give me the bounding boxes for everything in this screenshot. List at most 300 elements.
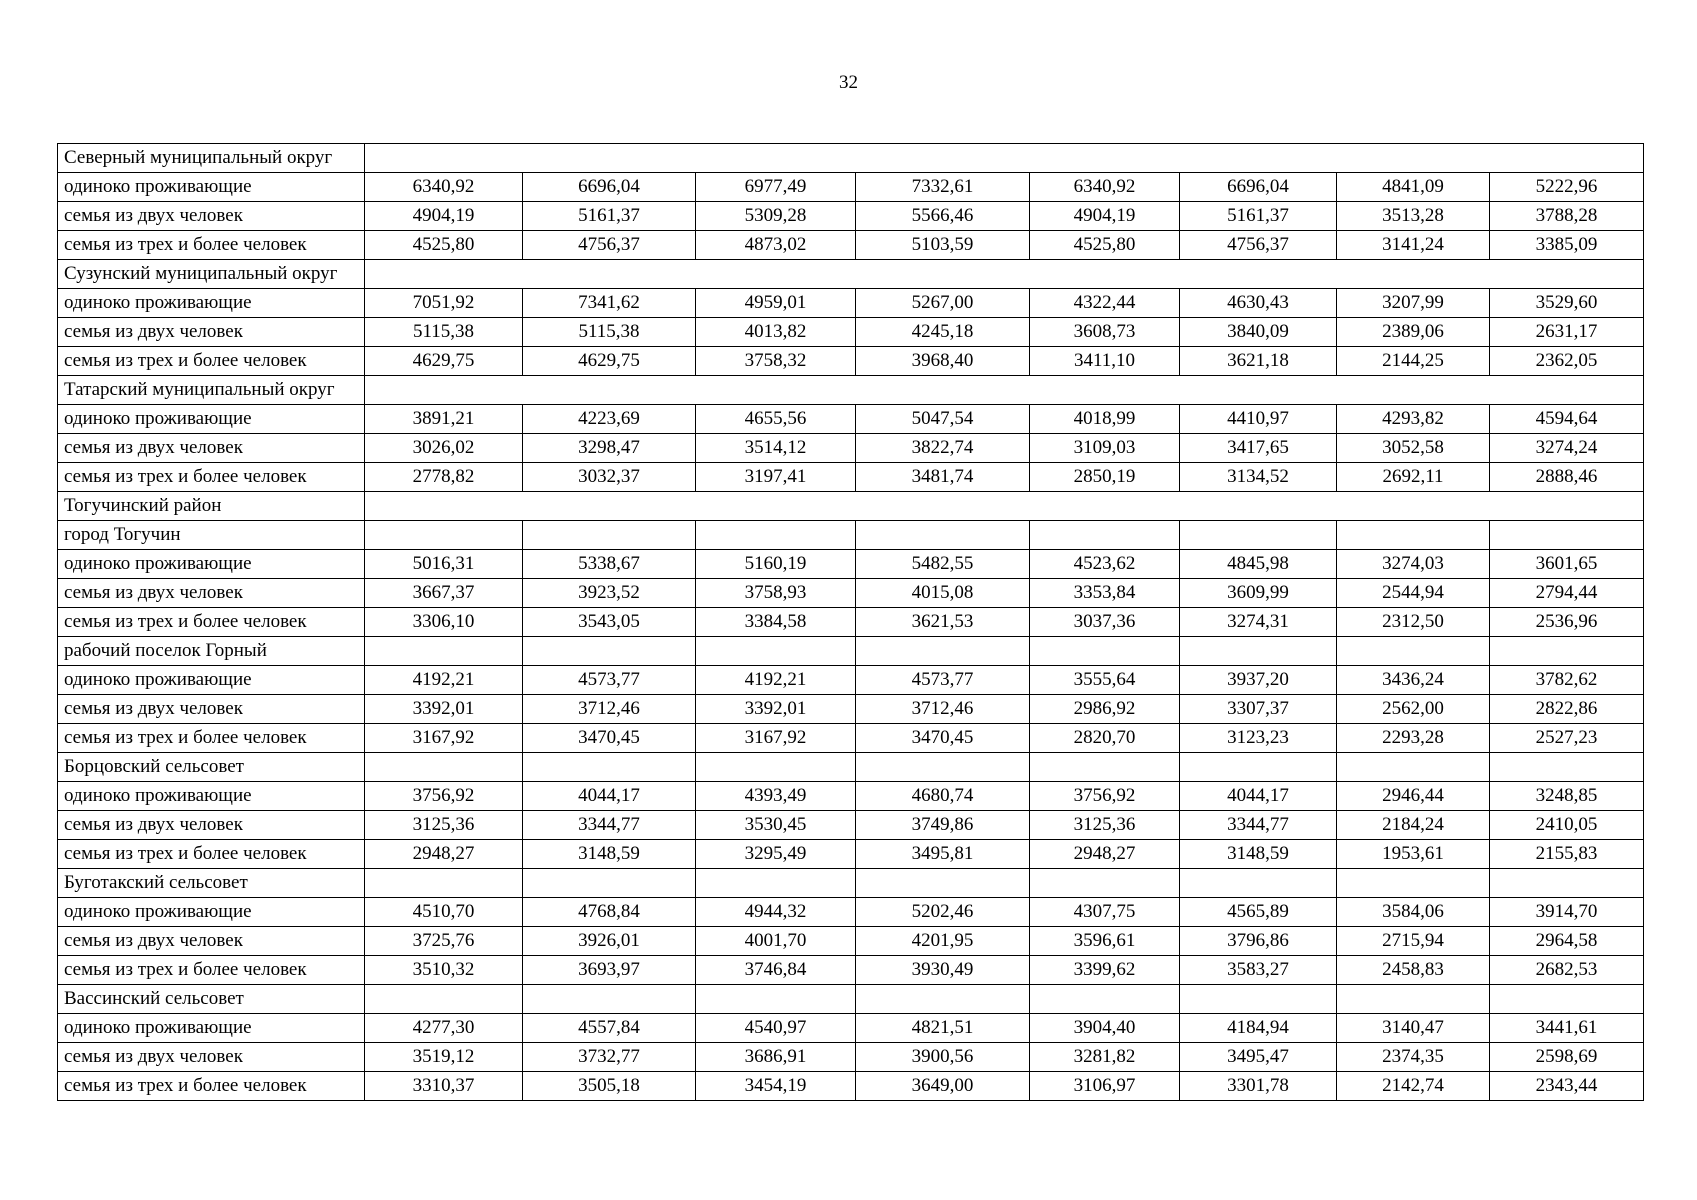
value-cell: 3937,20	[1180, 666, 1337, 695]
value-cell: 3032,37	[523, 463, 696, 492]
value-cell: 4277,30	[365, 1014, 523, 1043]
empty-cell	[696, 637, 856, 666]
value-cell: 3207,99	[1337, 289, 1490, 318]
table-row	[58, 231, 1644, 260]
value-cell: 2682,53	[1490, 956, 1644, 985]
row-label: семья из трех и более человек	[58, 724, 365, 753]
value-cell: 3788,28	[1490, 202, 1644, 231]
row-label: семья из двух человек	[58, 695, 365, 724]
empty-cell	[696, 869, 856, 898]
value-cell: 2820,70	[1030, 724, 1180, 753]
table-row	[58, 608, 1644, 637]
subsection-label: рабочий поселок Горный	[58, 637, 365, 666]
value-cell: 4841,09	[1337, 173, 1490, 202]
value-cell: 4573,77	[856, 666, 1030, 695]
value-cell: 2343,44	[1490, 1072, 1644, 1101]
value-cell: 3470,45	[523, 724, 696, 753]
table-row	[58, 405, 1644, 434]
value-cell: 3543,05	[523, 608, 696, 637]
value-cell: 4018,99	[1030, 405, 1180, 434]
value-cell: 4565,89	[1180, 898, 1337, 927]
subsection-label: Борцовский сельсовет	[58, 753, 365, 782]
value-cell: 4629,75	[365, 347, 523, 376]
table-row	[58, 1072, 1644, 1101]
row-label: семья из двух человек	[58, 927, 365, 956]
value-cell: 3900,56	[856, 1043, 1030, 1072]
empty-cell	[365, 753, 523, 782]
value-cell: 3310,37	[365, 1072, 523, 1101]
row-label: семья из трех и более человек	[58, 608, 365, 637]
empty-cell	[523, 753, 696, 782]
row-label: одиноко проживающие	[58, 405, 365, 434]
value-cell: 4410,97	[1180, 405, 1337, 434]
empty-cell	[696, 521, 856, 550]
value-cell: 4594,64	[1490, 405, 1644, 434]
value-cell: 4322,44	[1030, 289, 1180, 318]
table-row	[58, 579, 1644, 608]
empty-merged-cell	[365, 144, 1644, 173]
value-cell: 2144,25	[1337, 347, 1490, 376]
value-cell: 3248,85	[1490, 782, 1644, 811]
value-cell: 3891,21	[365, 405, 523, 434]
empty-cell	[1180, 753, 1337, 782]
value-cell: 2850,19	[1030, 463, 1180, 492]
subsection-label: Вассинский сельсовет	[58, 985, 365, 1014]
value-cell: 3417,65	[1180, 434, 1337, 463]
value-cell: 3505,18	[523, 1072, 696, 1101]
value-cell: 3167,92	[365, 724, 523, 753]
value-cell: 3392,01	[365, 695, 523, 724]
value-cell: 2631,17	[1490, 318, 1644, 347]
value-cell: 4944,32	[696, 898, 856, 927]
value-cell: 4768,84	[523, 898, 696, 927]
empty-cell	[1337, 869, 1490, 898]
value-cell: 3712,46	[856, 695, 1030, 724]
empty-cell	[365, 521, 523, 550]
subsection-label: Буготакский сельсовет	[58, 869, 365, 898]
row-label: одиноко проживающие	[58, 1014, 365, 1043]
table-row	[58, 695, 1644, 724]
value-cell: 3725,76	[365, 927, 523, 956]
empty-cell	[1490, 985, 1644, 1014]
table-row	[58, 434, 1644, 463]
value-cell: 3601,65	[1490, 550, 1644, 579]
value-cell: 3529,60	[1490, 289, 1644, 318]
value-cell: 2362,05	[1490, 347, 1644, 376]
section-header-row	[58, 376, 1644, 405]
empty-merged-cell	[365, 492, 1644, 521]
value-cell: 3274,31	[1180, 608, 1337, 637]
empty-cell	[856, 521, 1030, 550]
table-row	[58, 173, 1644, 202]
value-cell: 5202,46	[856, 898, 1030, 927]
value-cell: 2389,06	[1337, 318, 1490, 347]
empty-cell	[1030, 637, 1180, 666]
value-cell: 4680,74	[856, 782, 1030, 811]
table-row	[58, 927, 1644, 956]
value-cell: 7051,92	[365, 289, 523, 318]
value-cell: 3596,61	[1030, 927, 1180, 956]
empty-cell	[856, 869, 1030, 898]
value-cell: 5160,19	[696, 550, 856, 579]
value-cell: 3930,49	[856, 956, 1030, 985]
value-cell: 4307,75	[1030, 898, 1180, 927]
value-cell: 2715,94	[1337, 927, 1490, 956]
value-cell: 3274,24	[1490, 434, 1644, 463]
subsection-header-row	[58, 869, 1644, 898]
value-cell: 3026,02	[365, 434, 523, 463]
value-cell: 3197,41	[696, 463, 856, 492]
value-cell: 3822,74	[856, 434, 1030, 463]
value-cell: 5047,54	[856, 405, 1030, 434]
row-label: семья из трех и более человек	[58, 956, 365, 985]
value-cell: 2293,28	[1337, 724, 1490, 753]
value-cell: 3411,10	[1030, 347, 1180, 376]
row-label: семья из трех и более человек	[58, 231, 365, 260]
empty-cell	[365, 637, 523, 666]
value-cell: 4525,80	[1030, 231, 1180, 260]
value-cell: 4573,77	[523, 666, 696, 695]
value-cell: 3495,47	[1180, 1043, 1337, 1072]
value-cell: 2527,23	[1490, 724, 1644, 753]
value-cell: 6696,04	[523, 173, 696, 202]
value-cell: 3125,36	[365, 811, 523, 840]
value-cell: 3686,91	[696, 1043, 856, 1072]
value-cell: 7341,62	[523, 289, 696, 318]
page-number: 32	[839, 72, 858, 93]
value-cell: 2794,44	[1490, 579, 1644, 608]
value-cell: 2562,00	[1337, 695, 1490, 724]
value-cell: 5115,38	[365, 318, 523, 347]
table-row	[58, 550, 1644, 579]
value-cell: 4655,56	[696, 405, 856, 434]
value-cell: 3732,77	[523, 1043, 696, 1072]
value-cell: 2598,69	[1490, 1043, 1644, 1072]
value-cell: 4001,70	[696, 927, 856, 956]
value-cell: 4959,01	[696, 289, 856, 318]
section-label: Татарский муниципальный округ	[58, 376, 365, 405]
empty-cell	[1337, 637, 1490, 666]
value-cell: 2948,27	[1030, 840, 1180, 869]
empty-cell	[523, 869, 696, 898]
value-cell: 2374,35	[1337, 1043, 1490, 1072]
value-cell: 5115,38	[523, 318, 696, 347]
value-cell: 6977,49	[696, 173, 856, 202]
value-cell: 3746,84	[696, 956, 856, 985]
value-cell: 3399,62	[1030, 956, 1180, 985]
value-cell: 6696,04	[1180, 173, 1337, 202]
value-cell: 3530,45	[696, 811, 856, 840]
value-cell: 5309,28	[696, 202, 856, 231]
value-cell: 3295,49	[696, 840, 856, 869]
value-cell: 3914,70	[1490, 898, 1644, 927]
empty-cell	[523, 985, 696, 1014]
value-cell: 5338,67	[523, 550, 696, 579]
value-cell: 3392,01	[696, 695, 856, 724]
row-label: одиноко проживающие	[58, 550, 365, 579]
value-cell: 3123,23	[1180, 724, 1337, 753]
empty-cell	[1490, 753, 1644, 782]
table-row	[58, 289, 1644, 318]
value-cell: 4523,62	[1030, 550, 1180, 579]
value-cell: 3621,18	[1180, 347, 1337, 376]
empty-cell	[1490, 637, 1644, 666]
value-cell: 3495,81	[856, 840, 1030, 869]
value-cell: 3749,86	[856, 811, 1030, 840]
value-cell: 5161,37	[1180, 202, 1337, 231]
value-cell: 3782,62	[1490, 666, 1644, 695]
table-row	[58, 956, 1644, 985]
section-label: Тогучинский район	[58, 492, 365, 521]
value-cell: 4904,19	[365, 202, 523, 231]
value-cell: 3583,27	[1180, 956, 1337, 985]
empty-cell	[523, 521, 696, 550]
value-cell: 3141,24	[1337, 231, 1490, 260]
empty-cell	[696, 985, 856, 1014]
row-label: одиноко проживающие	[58, 782, 365, 811]
value-cell: 3052,58	[1337, 434, 1490, 463]
value-cell: 3621,53	[856, 608, 1030, 637]
value-cell: 3301,78	[1180, 1072, 1337, 1101]
table-row	[58, 724, 1644, 753]
value-cell: 3344,77	[1180, 811, 1337, 840]
value-cell: 5267,00	[856, 289, 1030, 318]
value-cell: 3519,12	[365, 1043, 523, 1072]
value-cell: 4192,21	[696, 666, 856, 695]
empty-cell	[1030, 869, 1180, 898]
table-row	[58, 666, 1644, 695]
value-cell: 3712,46	[523, 695, 696, 724]
table-row	[58, 898, 1644, 927]
empty-cell	[1337, 753, 1490, 782]
value-cell: 2544,94	[1337, 579, 1490, 608]
value-cell: 4525,80	[365, 231, 523, 260]
empty-cell	[1337, 985, 1490, 1014]
value-cell: 2778,82	[365, 463, 523, 492]
value-cell: 4540,97	[696, 1014, 856, 1043]
value-cell: 4630,43	[1180, 289, 1337, 318]
value-cell: 2822,86	[1490, 695, 1644, 724]
value-cell: 3109,03	[1030, 434, 1180, 463]
empty-cell	[856, 753, 1030, 782]
value-cell: 3298,47	[523, 434, 696, 463]
value-cell: 3756,92	[365, 782, 523, 811]
value-cell: 3167,92	[696, 724, 856, 753]
subsection-header-row	[58, 753, 1644, 782]
section-header-row	[58, 144, 1644, 173]
value-cell: 2964,58	[1490, 927, 1644, 956]
row-label: семья из двух человек	[58, 434, 365, 463]
value-cell: 4201,95	[856, 927, 1030, 956]
value-cell: 3904,40	[1030, 1014, 1180, 1043]
value-cell: 2948,27	[365, 840, 523, 869]
value-cell: 3796,86	[1180, 927, 1337, 956]
value-cell: 3274,03	[1337, 550, 1490, 579]
value-cell: 4845,98	[1180, 550, 1337, 579]
value-cell: 4223,69	[523, 405, 696, 434]
value-cell: 4245,18	[856, 318, 1030, 347]
value-cell: 3306,10	[365, 608, 523, 637]
value-cell: 3840,09	[1180, 318, 1337, 347]
empty-cell	[1180, 985, 1337, 1014]
value-cell: 4821,51	[856, 1014, 1030, 1043]
value-cell: 3756,92	[1030, 782, 1180, 811]
value-cell: 3148,59	[1180, 840, 1337, 869]
empty-cell	[523, 637, 696, 666]
table-body	[58, 144, 1644, 1101]
value-cell: 4756,37	[1180, 231, 1337, 260]
value-cell: 1953,61	[1337, 840, 1490, 869]
value-cell: 3667,37	[365, 579, 523, 608]
value-cell: 5161,37	[523, 202, 696, 231]
table-row	[58, 347, 1644, 376]
value-cell: 2888,46	[1490, 463, 1644, 492]
row-label: семья из двух человек	[58, 579, 365, 608]
value-cell: 3923,52	[523, 579, 696, 608]
value-cell: 3513,28	[1337, 202, 1490, 231]
section-header-row	[58, 492, 1644, 521]
empty-cell	[856, 985, 1030, 1014]
row-label: семья из двух человек	[58, 1043, 365, 1072]
value-cell: 5016,31	[365, 550, 523, 579]
value-cell: 3134,52	[1180, 463, 1337, 492]
empty-cell	[1180, 869, 1337, 898]
section-header-row	[58, 260, 1644, 289]
value-cell: 3481,74	[856, 463, 1030, 492]
empty-cell	[1337, 521, 1490, 550]
value-cell: 5103,59	[856, 231, 1030, 260]
subsection-label: город Тогучин	[58, 521, 365, 550]
value-cell: 3758,32	[696, 347, 856, 376]
value-cell: 4293,82	[1337, 405, 1490, 434]
value-cell: 3649,00	[856, 1072, 1030, 1101]
value-cell: 3106,97	[1030, 1072, 1180, 1101]
row-label: семья из трех и более человек	[58, 463, 365, 492]
empty-cell	[1180, 637, 1337, 666]
value-cell: 2986,92	[1030, 695, 1180, 724]
value-cell: 3307,37	[1180, 695, 1337, 724]
value-cell: 6340,92	[365, 173, 523, 202]
value-cell: 5566,46	[856, 202, 1030, 231]
value-cell: 3384,58	[696, 608, 856, 637]
value-cell: 4557,84	[523, 1014, 696, 1043]
value-cell: 3436,24	[1337, 666, 1490, 695]
value-cell: 3968,40	[856, 347, 1030, 376]
empty-merged-cell	[365, 260, 1644, 289]
value-cell: 2155,83	[1490, 840, 1644, 869]
table-row	[58, 1014, 1644, 1043]
value-cell: 3385,09	[1490, 231, 1644, 260]
value-cell: 2946,44	[1337, 782, 1490, 811]
value-cell: 4184,94	[1180, 1014, 1337, 1043]
value-cell: 4013,82	[696, 318, 856, 347]
value-cell: 4044,17	[523, 782, 696, 811]
table-row	[58, 463, 1644, 492]
value-cell: 4629,75	[523, 347, 696, 376]
value-cell: 3441,61	[1490, 1014, 1644, 1043]
value-cell: 3555,64	[1030, 666, 1180, 695]
value-cell: 4393,49	[696, 782, 856, 811]
subsection-header-row	[58, 637, 1644, 666]
value-cell: 4873,02	[696, 231, 856, 260]
value-cell: 5222,96	[1490, 173, 1644, 202]
value-cell: 3125,36	[1030, 811, 1180, 840]
value-cell: 3344,77	[523, 811, 696, 840]
value-cell: 7332,61	[856, 173, 1030, 202]
table-row	[58, 811, 1644, 840]
empty-cell	[1030, 521, 1180, 550]
subsection-header-row	[58, 985, 1644, 1014]
empty-cell	[1490, 869, 1644, 898]
subsection-header-row	[58, 521, 1644, 550]
table-row	[58, 318, 1644, 347]
value-cell: 3693,97	[523, 956, 696, 985]
value-cell: 3584,06	[1337, 898, 1490, 927]
value-cell: 3609,99	[1180, 579, 1337, 608]
value-cell: 3454,19	[696, 1072, 856, 1101]
value-cell: 3510,32	[365, 956, 523, 985]
table-row	[58, 202, 1644, 231]
empty-merged-cell	[365, 376, 1644, 405]
value-cell: 3608,73	[1030, 318, 1180, 347]
value-cell: 2692,11	[1337, 463, 1490, 492]
value-cell: 4904,19	[1030, 202, 1180, 231]
value-cell: 4015,08	[856, 579, 1030, 608]
value-cell: 3353,84	[1030, 579, 1180, 608]
row-label: одиноко проживающие	[58, 898, 365, 927]
table-row	[58, 1043, 1644, 1072]
row-label: семья из двух человек	[58, 318, 365, 347]
value-cell: 3514,12	[696, 434, 856, 463]
empty-cell	[1030, 753, 1180, 782]
empty-cell	[365, 985, 523, 1014]
subsistence-minimum-table	[57, 143, 1644, 1101]
row-label: одиноко проживающие	[58, 289, 365, 318]
value-cell: 4756,37	[523, 231, 696, 260]
value-cell: 4192,21	[365, 666, 523, 695]
row-label: одиноко проживающие	[58, 666, 365, 695]
row-label: семья из трех и более человек	[58, 840, 365, 869]
table-row	[58, 782, 1644, 811]
value-cell: 2184,24	[1337, 811, 1490, 840]
value-cell: 4044,17	[1180, 782, 1337, 811]
value-cell: 3926,01	[523, 927, 696, 956]
table-row	[58, 840, 1644, 869]
row-label: семья из двух человек	[58, 811, 365, 840]
value-cell: 6340,92	[1030, 173, 1180, 202]
row-label: одиноко проживающие	[58, 173, 365, 202]
empty-cell	[1030, 985, 1180, 1014]
value-cell: 2410,05	[1490, 811, 1644, 840]
value-cell: 2312,50	[1337, 608, 1490, 637]
value-cell: 2142,74	[1337, 1072, 1490, 1101]
section-label: Северный муниципальный округ	[58, 144, 365, 173]
row-label: семья из трех и более человек	[58, 1072, 365, 1101]
empty-cell	[696, 753, 856, 782]
value-cell: 2458,83	[1337, 956, 1490, 985]
empty-cell	[1180, 521, 1337, 550]
empty-cell	[1490, 521, 1644, 550]
value-cell: 3281,82	[1030, 1043, 1180, 1072]
empty-cell	[365, 869, 523, 898]
row-label: семья из трех и более человек	[58, 347, 365, 376]
value-cell: 5482,55	[856, 550, 1030, 579]
value-cell: 3148,59	[523, 840, 696, 869]
value-cell: 3140,47	[1337, 1014, 1490, 1043]
section-label: Сузунский муниципальный округ	[58, 260, 365, 289]
value-cell: 3470,45	[856, 724, 1030, 753]
row-label: семья из двух человек	[58, 202, 365, 231]
